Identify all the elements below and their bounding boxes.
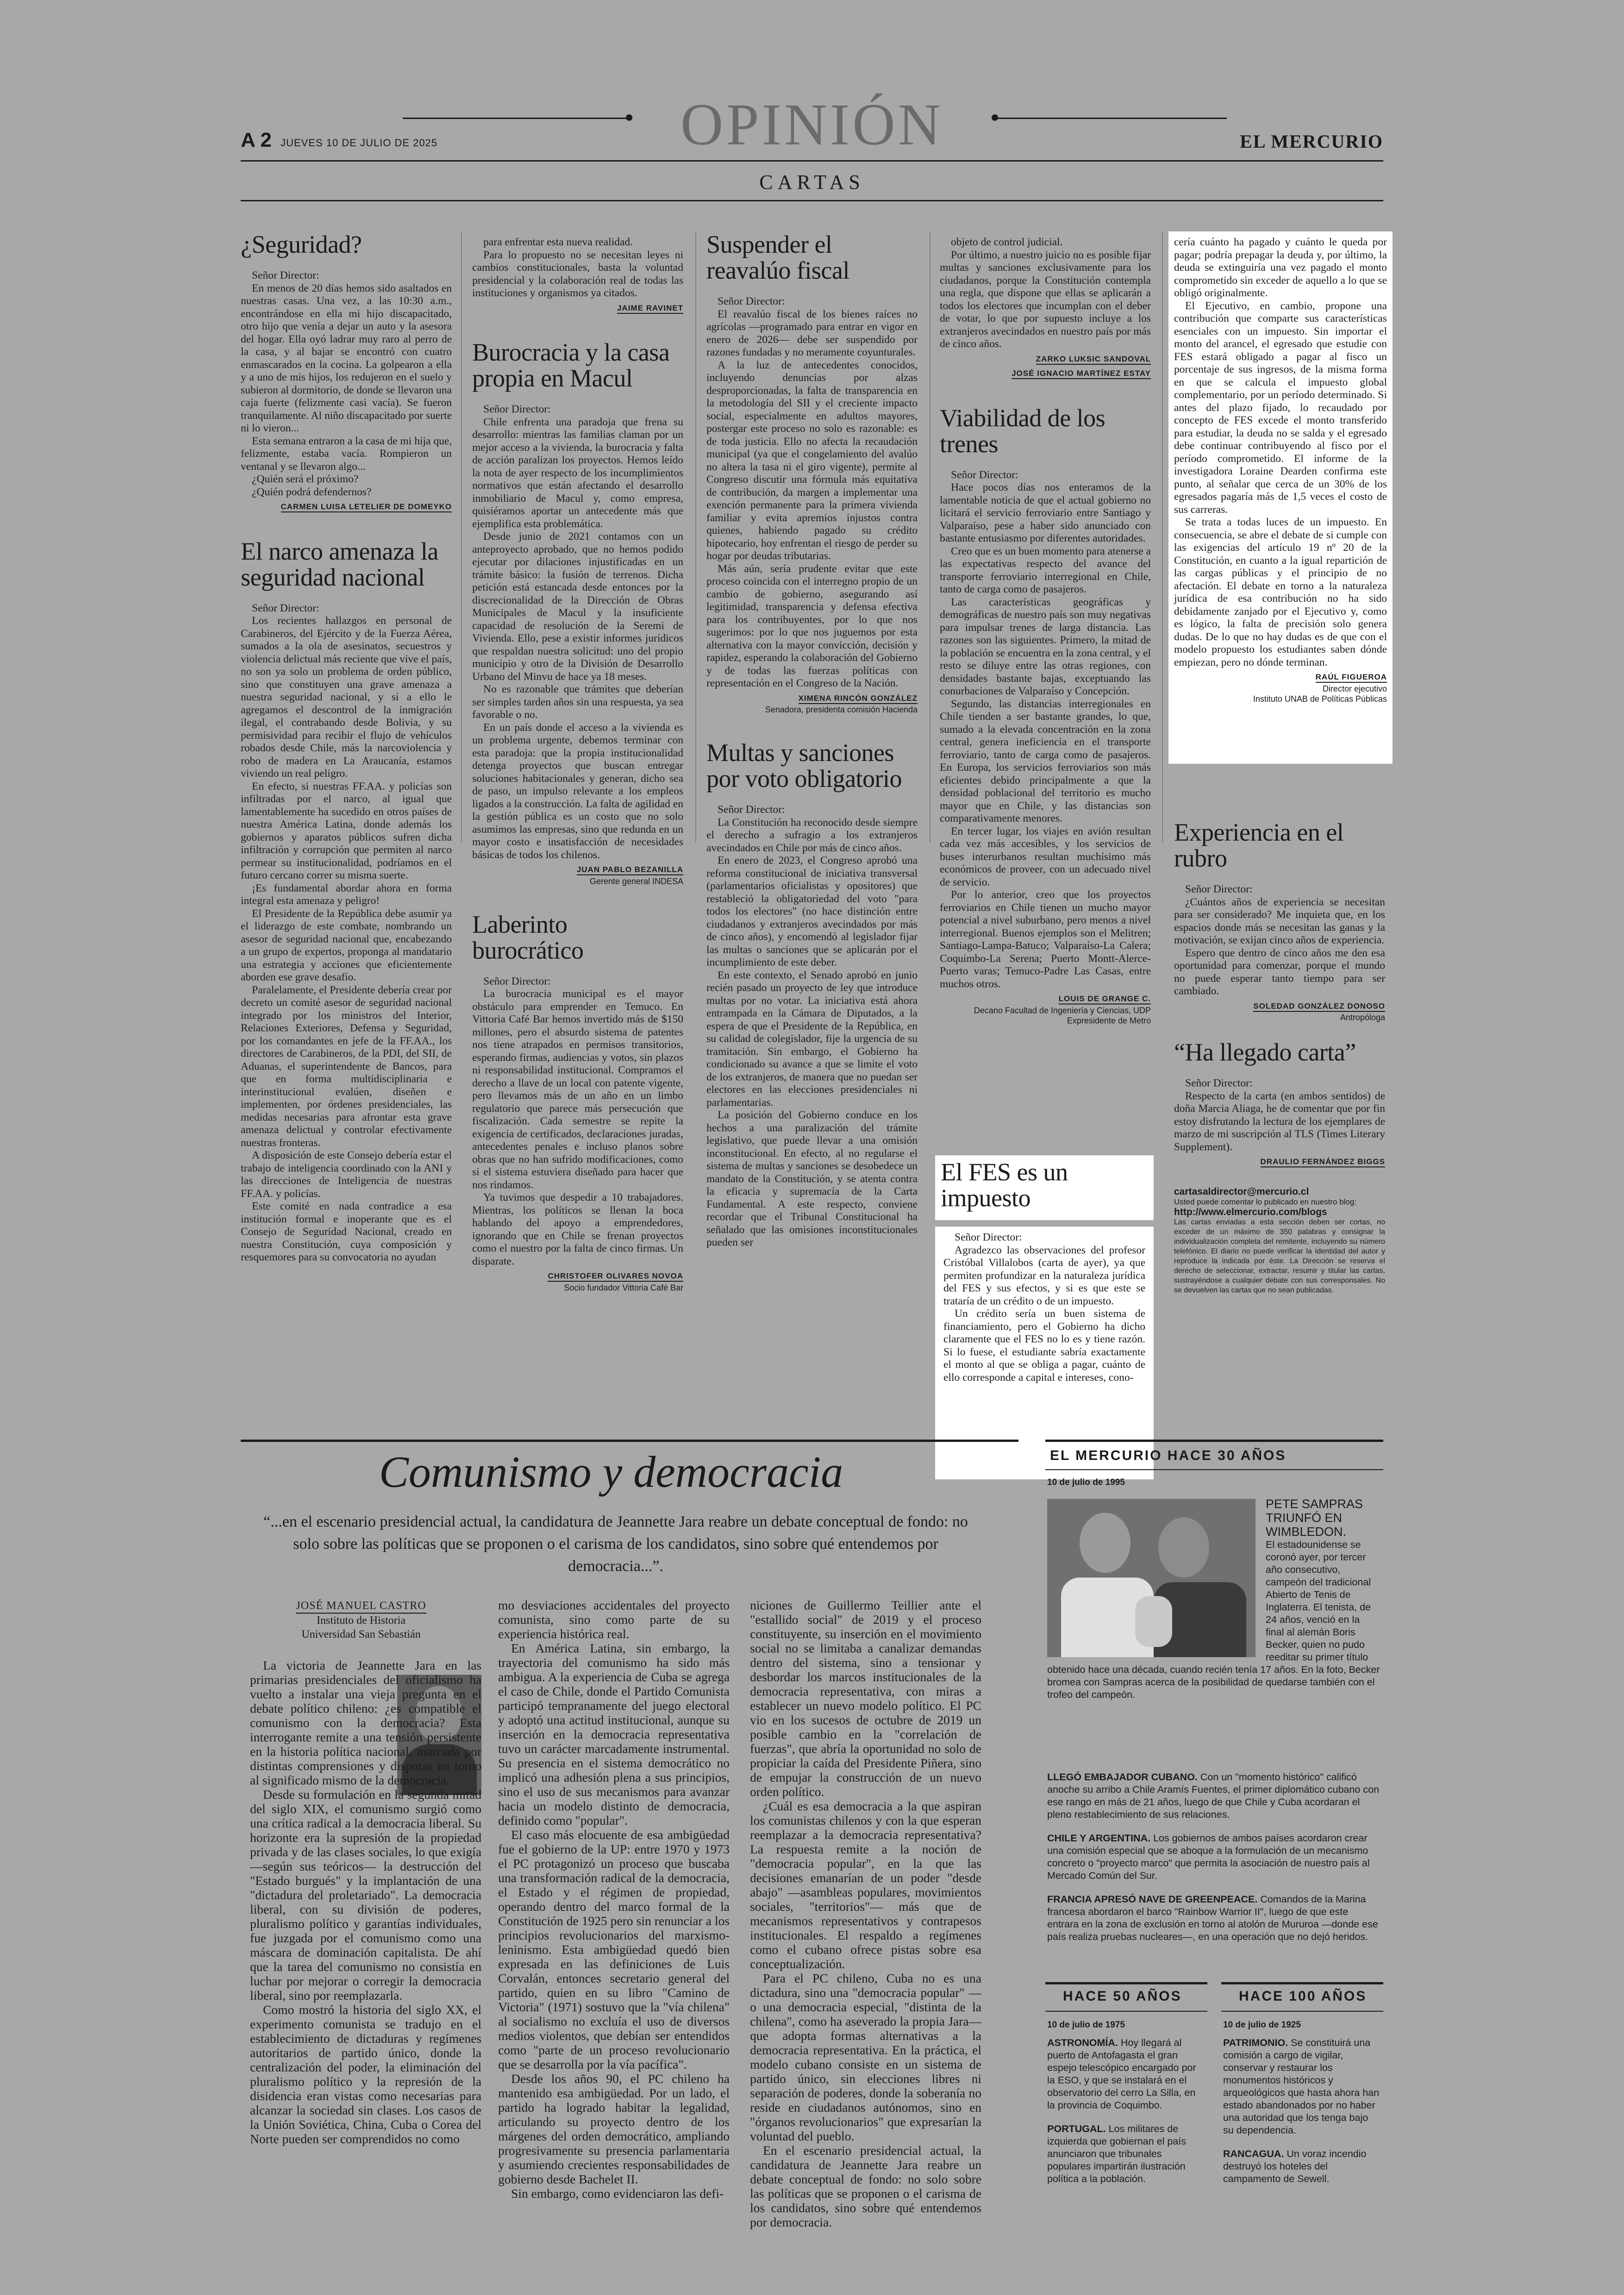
letter-paragraph: A la luz de antecedentes conocidos, incluyendo denuncias por alzas desproporcionadas, la falta de transparencia en la metodología del SII y el creciente impacto social, especialmente en adultos mayores, postergar este proceso no solo es razonable: es de toda justicia. Ello no afecta la recaudación municipal (ya que el congelamiento del avalúo no altera la tasa ni el giro vigente), permite al Congreso discutir una fórmula más equitativa de contribución, da margen a implementar una exención permanente para la primera vivienda familiar y evita apremios injustos contra quienes, habiendo pagado su crédito hipotecario, hoy enfrentan el riesgo de perder su hogar por deudas tributarias. — [706, 359, 918, 562]
column-paragraph: Desde los años 90, el PC chileno ha mantenido esa ambigüedad. Por un lado, el partido ha logrado habitar la legalidad, articulando su proyecto dentro de los márgenes del orden democrático, ampliando progresivamente su presencia parlamentaria y asumiendo crecientes responsabilidades de gobierno desde Bachelet II. — [498, 2071, 730, 2186]
history-item: CHILE Y ARGENTINA. Los gobiernos de ambos países acordaron crear una comisión especial que se aboque a la formulación de un mecanismo concreto o "proyecto marco" que permita la asociación de nuestro país al Mercado Común del Sur. — [1047, 1833, 1370, 1881]
letter-role: Socio fundador Vittoria Café Bar — [564, 1283, 683, 1292]
column-paragraph: En el escenario presidencial actual, la candidatura de Jeannette Jara reabre un debate conceptual de fondo: no solo sobre las políticas que se proponen o el carisma de los candidatos, sino sobre qué entendemos por democracia. — [750, 2143, 981, 2229]
letter-paragraph: ¡Es fundamental abordar ahora en forma integral esta amenaza y peligro! — [241, 882, 452, 907]
letter-paragraph: En un país donde el acceso a la vivienda es un problema urgente, debemos terminar con esta paradoja: que la propia institucionalidad detenga proyectos que buscan entregar soluciones habitacionales y generan, dicho sea de paso, un impulso relevante a los empleos ligados a la construcción. La falta de agilidad en la gestión pública es un costo que no solo asumimos las empresas, sino que redunda en un mayor costo e insatisfacción de necesidades básicas de todos los chilenos. — [472, 721, 683, 861]
letter-paragraph: Chile enfrenta una paradoja que frena su desarrollo: mientras las familias claman por un mejor acceso a la vivienda, la burocracia y falta de acción paralizan los proyectos. Hemos leído la nota de ayer respecto de los incumplimientos normativos que están afectando el desarrollo inmobiliario de Macul y, como empresa, quisiéramos aportar un antecedente más que ejemplifica esta problemática. — [472, 416, 683, 530]
column-divider — [695, 231, 696, 842]
letters-column-4 — [940, 236, 1151, 1026]
letters-column-3 — [706, 231, 918, 1249]
letter-paragraph: La Constitución ha reconocido desde siempre el derecho a sufragio a los extranjeros avecindados en Chile por más de cinco años. — [706, 816, 918, 854]
letter-paragraph: El Presidente de la República debe asumir ya el liderazgo de este combate, nombrando un asesor de seguridad nacional que, encabezando a un grupo de expertos, proponga al mandatario una estrategia y acciones que eficientemente aborden ese grave desafío. — [241, 907, 452, 983]
subsection-rule — [241, 200, 1383, 201]
letter-title: El narco amenaza la seguridad nacional — [241, 537, 438, 591]
header-rule-full — [241, 160, 1383, 162]
column-paragraph: Sin embargo, como evidenciaron las defi- — [511, 2186, 724, 2201]
history-100-rule — [1221, 1982, 1383, 1984]
letter-title: Suspender el reavalúo fiscal — [706, 231, 849, 284]
letter-signature: ZARKO LUKSIC SANDOVAL — [940, 353, 1151, 366]
letter-paragraph: ¿Cuántos años de experiencia se necesitan para ser considerado? Me inquieta que, en los espacios donde más se necesitan las ganas y la motivación, se exijan cinco años de experiencia. — [1174, 896, 1385, 946]
column-paragraph: La victoria de Jeannette Jara en las primarias presidenciales del oficialismo ha vuelto a instalar una vieja pregunta en el debate político chileno: ¿es compatible el comunismo con la democracia? Esta interrogante remite a una tensión persistente en la historia política nacional, marcada por distintas comprensiones y disputas en torno al significado mismo de la democracia. — [250, 1658, 481, 1787]
letter-salutation: Señor Director: — [483, 975, 551, 987]
letter-signature: JUAN PABLO BEZANILLA — [472, 863, 683, 876]
letter-title: Burocracia y la casa propia en Macul — [472, 338, 670, 392]
history-30-lead — [1047, 1497, 1380, 1701]
letters-column-5 — [1174, 236, 1387, 704]
column-divider — [930, 231, 931, 842]
letter-salutation: Señor Director: — [951, 468, 1018, 481]
letter-title: ¿Seguridad? — [241, 231, 362, 258]
history-30-items — [1047, 1771, 1380, 1954]
letter-role: Senadora, presidenta comisión Hacienda — [765, 705, 918, 714]
column-paragraph: Desde su formulación en la segunda mitad del siglo XIX, el comunismo surgió como una crítica radical a la democracia liberal. Su horizonte era la supresión de la propiedad privada y de las clases sociales, lo que exigía —según sus teóricos— la destrucción del "Estado burgués" y la implantación de una "dictadura del proletariado". La democracia liberal, con su división de poderes, pluralismo político y garantías individuales, fue juzgada por el comunismo como una máscara de dominación capitalista. De ahí que la tarea del comunismo no consistía en luchar por mejorar o corregir la democracia liberal, sino por reemplazarla. — [250, 1787, 481, 2002]
letter-paragraph: Paralelamente, el Presidente debería crear por decreto un comité asesor de seguridad nacional integrado por los ministros del Interior, Relaciones Exteriores, Defensa y Seguridad, por los comandantes en jefe de la FF.AA., los directores de Carabineros, de la PDI, del SII, de Aduanas, el superintendente de Bancos, para que en forma multidisciplinaria e interinstitucional evalúen, diseñen e implementen, por órdenes presidenciales, las medidas necesarias para afrontar esta grave amenaza delictual y controlar efectivamente nuestras fronteras. — [241, 984, 452, 1149]
letter-paragraph: La burocracia municipal es el mayor obstáculo para emprender en Temuco. En Vittoria Café Bar hemos invertido más de $150 millones, pero el absurdo sistema de patentes nos tiene atrapados en permisos transitorios, esperando firmas, audiencias y votos, sin plazos ni responsabilidad institucional. Compramos el derecho a llave de un local con patente vigente, pero llevamos más de un año en un limbo regulatorio que parece más persecución que fiscalización. Cada semestre se repite la exigencia de certificados, declaraciones juradas, antecedentes penales e incluso planos sobre obras que no han sufrido modificaciones, como si el sistema estuviera diseñado para hacer que nos rindamos. — [472, 988, 683, 1191]
letter-role: Antropóloga — [1340, 1013, 1385, 1022]
letter-signature: DRAULIO FERNÁNDEZ BIGGS — [1174, 1155, 1385, 1168]
letter-paragraph: En este contexto, el Senado aprobó en junio recién pasado un proyecto de ley que introduce multas por no votar. La iniciativa está ahora entrampada en la Cámara de Diputados, a la espera de que el Presidente de la República, en su calidad de colegislador, fije la urgencia de su tramitación. Sin embargo, el Gobierno ha condicionado su avance a que se limite el voto de los extranjeros, de manera que no puedan ser electores en las elecciones presidenciales ni parlamentarias. — [706, 969, 918, 1109]
column-text-1 — [250, 1658, 481, 2146]
history-100-heading: HACE 100 AÑOS — [1239, 1989, 1367, 2004]
letters-column-5-lower — [1174, 819, 1385, 1295]
letter-signature: CARMEN LUISA LETELIER DE DOMEYKO — [241, 500, 452, 513]
letter-title: Laberinto burocrático — [472, 910, 584, 964]
column-divider — [461, 231, 462, 842]
letter-paragraph: En enero de 2023, el Congreso aprobó una reforma constitucional de iniciativa transversal (parlamentarios oficialistas y opositores) que restableció la obligatoriedad del voto "para todos los electores" (no hace distinción entre ciudadanos y extranjeros avecindados por más de cinco años), y encomendó al legislador fijar las multas o sanciones que se aplicarán por el incumplimiento de este deber. — [706, 854, 918, 968]
issue-date: JUEVES 10 DE JULIO DE 2025 — [281, 137, 438, 149]
letter-salutation: Señor Director: — [718, 295, 785, 307]
letter-title: Viabilidad de los trenes — [940, 404, 1106, 458]
letter-paragraph: Hace pocos días nos enteramos de la lamentable noticia de que el actual gobierno no licitará el servicio ferroviario entre Santiago y Valparaíso, pese a haber sido anunciado con bastante entusiasmo por diferentes autoridades. — [940, 481, 1151, 544]
letter-paragraph: Segundo, las distancias interregionales en Chile tienden a ser bastante grandes, lo que, sumado a la elevada concentración en la zona central, genera ineficiencia en el transporte ferroviario, tanto de carga como de pasajeros. En Europa, los servicios ferroviarios son más eficientes debido principalmente a que la densidad poblacional del territorio es mucho mayor que en Chile, y las distancias son comparativamente menores. — [940, 698, 1151, 824]
letter-paragraph: Las características geográficas y demográficas de nuestro país son muy negativas para impulsar trenes de larga distancia. Las razones son las siguientes. Primero, la mitad de la población se encuentra en la zona central, y el resto se diluye entre las otras regiones, con densidades bastante bajas, exceptuando las conurbaciones de Valparaíso y Concepción. — [940, 596, 1151, 697]
history-50-rule — [1045, 1982, 1207, 1984]
letter-role: Gerente general INDESA — [589, 876, 683, 886]
letter-paragraph: Creo que es un buen momento para atenerse a las expectativas respecto del avance del transporte ferroviario interregional en Chile, tanto de carga como de pasajeros. — [940, 545, 1151, 595]
letter-signature: JAIME RAVINET — [472, 302, 683, 315]
letter-paragraph: Desde junio de 2021 contamos con un anteproyecto aprobado, que no hemos podido ejecutar por dilaciones injustificadas en un trámite básico: la fusión de terrenos. Dicha petición está estancada desde entonces por la discrecionalidad de la Dirección de Obras Municipales de Macul y la insuficiente capacidad de resolución de la Seremi de Vivienda. Ello, pese a existir informes jurídicos que respaldan nuestra solicitud: uno del propio municipio y otro de la División de Desarrollo Urbano del Minvu de hace ya 18 meses. — [472, 530, 683, 683]
letter-paragraph: A disposición de este Consejo debería estar el trabajo de inteligencia coordinado con la ANI y las direcciones de Inteligencia de nuestras FF.AA. y policías. — [241, 1149, 452, 1200]
letter-paragraph: para enfrentar esta nueva realidad. — [483, 236, 633, 248]
letter-paragraph: Por lo anterior, creo que los proyectos ferroviarios en Chile tienen un mucho mayor potencial a nivel suburbano, pero menos a nivel interregional. Buenos ejemplos son el Melitren; Santiago-Lampa-Batuco; Valparaíso-La Calera; Coquimbo-La Serena; Puerto Montt-Alerce-Puerto varas; Temuco-Padre Las Casas, entre muchos otros. — [940, 889, 1151, 990]
letter-paragraph: Ya tuvimos que despedir a 10 trabajadores. Mientras, los políticos se llenan la boca hablando del apoyo a emprendedores, ignorando que en Chile se frenan proyectos como el nuestro por la falta de cinco firmas. Un disparate. — [472, 1191, 683, 1267]
column-section-rule — [241, 1440, 1018, 1442]
column-paragraph: En América Latina, sin embargo, la trayectoria del comunismo ha sido más ambigua. A la experiencia de Cuba se agrega el caso de Chile, donde el Partido Comunista participó tempranamente del juego electoral y adoptó una actitud institucional, aunque su inserción en la democracia representativa tuvo un carácter marcadamente instrumental. Su presencia en el sistema democrático no implicó una adhesión plena a sus principios, sino el uso de sus mecanismos para avanzar hacia un modelo distinto de democracia, definido como "popular". — [498, 1641, 730, 1827]
letter-paragraph: Agradezco las observaciones del profesor Cristóbal Villalobos (carta de ayer), ya que permiten profundizar en la naturaleza jurídica del FES y sus efectos, y si es que este se trataría de un crédito o de un impuesto. — [943, 1244, 1145, 1307]
letter-signature: LOUIS DE GRANGE C. — [940, 992, 1151, 1005]
column-text-2 — [498, 1598, 730, 2201]
header-dot-left — [626, 114, 632, 121]
letter-paragraph: Los recientes hallazgos en personal de Carabineros, del Ejército y de la Fuerza Aérea, sumados a la ola de asesinatos, secuestros y violencia delictual más reciente que vive el país, no son ya solo un problema de orden público, sino que constituyen una grave amenaza a nuestra seguridad nacional, y si a ello le agregamos el descontrol de la inmigración ilegal, el contrabando desde Bolivia, y su permisividad para recibir el flujo de vehículos robados desde Chile, más la narcoviolencia y robo de madera en La Araucanía, estamos viviendo un real peligro. — [241, 615, 452, 780]
column-paragraph: El caso más elocuente de esa ambigüedad fue el gobierno de la UP: entre 1970 y 1973 el PC protagonizó un proceso que buscaba una transformación radical de la democracia, el Estado y el régimen de propiedad, operando dentro del marco formal de la Constitución de 1925 pero sin renunciar a los principios revolucionarios del marxismo-leninismo. Esta ambigüedad quedó bien expresada en las definiciones de Luis Corvalán, entonces secretario general del partido, quien en su libro "Camino de Victoria" (1971) sostuvo que la "vía chilena" al socialismo no excluía el uso de diversos medios violentos, que debían ser entendidos como "parte de un proceso revolucionario que se desarrolla por la vía pacífica". — [498, 1827, 730, 2071]
history-item: PATRIMONIO. Se constituirá una comisión a cargo de vigilar, conservar y restaurar los monumentos históricos y arqueológicos que hasta ahora han estado abandonados por no haber una autoridad que los tenga bajo su dependencia. — [1223, 2037, 1380, 2136]
author-affiliation: Universidad San Sebastián — [301, 1628, 421, 1640]
column-text-3 — [750, 1598, 981, 2229]
letter-salutation: Señor Director: — [718, 804, 785, 816]
header-rule-right — [995, 118, 1227, 119]
letter-paragraph: En tercer lugar, los viajes en avión resultan cada vez más accesibles, y los servicios de buses interurbanos resultan muchísimo más económicos de proveer, con un adecuado nivel de servicio. — [940, 825, 1151, 888]
fes-title — [941, 1159, 1144, 1211]
page-number: A 2 — [241, 129, 272, 151]
letter-paragraph: El reavalúo fiscal de los bienes raíces no agrícolas —programado para entrar en vigor en enero de 2026— debe ser suspendido por razones fundadas y no meramente coyunturales. — [706, 308, 918, 358]
letter-salutation: Señor Director: — [955, 1231, 1022, 1243]
letter-paragraph: La posición del Gobierno conduce en los hechos a una paralización del trámite legislativo, que puede llevar a una omisión inconstitucional. En efecto, al no regularse el sistema de multas y sanciones se desobedece un mandato de la Constitución, y se atenta contra la eficacia y supremacía de la Carta Fundamental. A este respecto, conviene recordar que el Tribunal Constitucional ha señalado que las omisiones inconstitucionales pueden ser — [706, 1109, 918, 1248]
letter-title: Multas y sanciones por voto obligatorio — [706, 739, 902, 792]
letter-salutation: Señor Director: — [252, 602, 319, 614]
letter-paragraph: Se trata a todas luces de un impuesto. En consecuencia, se abre el debate de si cumple con las exigencias del artículo 19 nº 20 de la Constitución, en cuanto a la igual repartición de las cargas públicas y el principio de no afectación. El debate en torno a la naturaleza jurídica de esa contribución no ha sido debidamente zanjado por el Ejecutivo y, como es lógico, la falta de precisión solo genera dudas. De lo que no hay dudas es de que con el modelo propuesto los estudiantes saben dónde empiezan, pero no dónde terminan. — [1174, 516, 1387, 668]
letter-paragraph: Respecto de la carta (en ambos sentidos) de doña Marcia Aliaga, he de comentar que por fin estoy disfrutando la lectura de los ejemplares de marzo de mi suscripción al TLS (Times Literary Supplement). — [1174, 1090, 1385, 1153]
letter-signature: XIMENA RINCÓN GONZÁLEZ — [706, 692, 918, 705]
letter-paragraph: En efecto, si nuestras FF.AA. y policías son infiltradas por el narco, al igual que lamentablemente ha sucedido en otros países de nuestra América Latina, donde además los gobiernos y aparatos públicos sufren dicha infiltración y corrupción que permiten al narco permear su institucionalidad, podríamos en el futuro cercano correr su misma suerte. — [241, 780, 452, 881]
column-quote: “...en el escenario presidencial actual, la candidatura de Jeannette Jara reabre un debate conceptual de fondo: no solo sobre las políticas que se proponen o el carisma de los candidatos, sino sobre qué entendemos por democracia...”. — [263, 1513, 968, 1575]
history-50-rule-under — [1045, 2011, 1207, 2012]
letter-paragraph: ¿Quién será el próximo? — [252, 473, 359, 485]
letter-title: Experiencia en el rubro — [1174, 818, 1344, 872]
history-item: FRANCIA APRESÓ NAVE DE GREENPEACE. Comandos de la Marina francesa abordaron el barco "Rainbow Warrior II", luego de que este entrara en la zona de exclusión en torno al atolón de Mururoa —donde ese país realiza pruebas nucleares—, en una operación que no dejó heridos. — [1047, 1894, 1378, 1942]
letter-paragraph: No es razonable que trámites que deberían ser simples tarden años sin una respuesta, ya sea favorable o no. — [472, 683, 683, 721]
history-30-heading: EL MERCURIO HACE 30 AÑOS — [1050, 1448, 1287, 1463]
letter-paragraph: Este comité en nada contradice a esa institución formal e inoperante que es el Consejo de Seguridad Nacional, creado en nuestra Constitución, cuya composición y resquemores para su convocatoria no ayudan — [241, 1200, 452, 1263]
history-item: RANCAGUA. Un voraz incendio destruyó los hoteles del campamento de Sewell. — [1223, 2148, 1367, 2184]
history-100-items — [1223, 2037, 1380, 2196]
contact-email[interactable]: cartasaldirector@mercurio.cl — [1174, 1186, 1309, 1197]
letter-title: “Ha llegado carta” — [1174, 1038, 1356, 1066]
contact-blog-note: Usted puede comentar lo publicado en nuestro blog: — [1174, 1197, 1357, 1206]
letter-salutation: Señor Director: — [1185, 883, 1253, 895]
letter-paragraph: Esta semana entraron a la casa de mi hija que, felizmente, estaba vacía. Rompieron un ventanal y se llevaron algo... — [241, 435, 452, 473]
letter-salutation: Señor Director: — [483, 403, 551, 415]
column-paragraph: ¿Cuál es esa democracia a la que aspiran los comunistas chilenos y con la que esperan reemplazar a la democracia representativa? La respuesta remite a la noción de "democracia popular", en la que las decisiones emanarían de un poder "desde abajo" —asambleas populares, movimientos sociales, "territorios"— más que de mecanismos representativos y contrapesos institucionales. El respaldo a regímenes como el cubano ofrece pistas sobre esa conceptualización. — [750, 1799, 981, 1971]
fes-body — [943, 1231, 1145, 1384]
column-divider — [1162, 231, 1163, 842]
history-item: PORTUGAL. Los militares de izquierda que gobiernan el país anunciaron que tribunales populares impartirán ilustración política a la población. — [1047, 2123, 1187, 2184]
letter-signature: RAÚL FIGUEROA — [1174, 671, 1387, 684]
contact-blog-link[interactable]: http://www.elmercurio.com/blogs — [1174, 1206, 1327, 1217]
history-item-text: El estadounidense se coronó ayer, por tercer año consecutivo, campeón del tradicional Abierto de Tenis de Inglaterra. El tenista, de 24 años, venció en la final al alemán Boris Becker, quien no pudo reeditar su primer título obtenido hace una década, cuando recién tenía 17 años. En la foto, Becker bromea con Sampras acerca de la posibilidad de quedarse también con el trofeo del campeón. — [1047, 1539, 1380, 1700]
newspaper-brand: EL MERCURIO — [1240, 131, 1383, 152]
letter-paragraph: En menos de 20 días hemos sido asaltados en nuestras casas. Una vez, a las 10:30 a.m., encontrándose en ella mi hijo discapacitado, otro hijo que venía a dejar un auto y la asesora del hogar. Ella oyó ladrar muy raro al perro de la casa, y al bajar se encontró con cuatro enmascarados en la cocina. La golpearon a ella y a uno de mis hijos, los redujeron en el suelo y subieron al dormitorio, de donde se llevaron una caja fuerte (felizmente casi vacía). Se fueron tranquilamente. Al niño discapacitado por suerte ni lo vieron... — [241, 282, 452, 434]
history-50-date: 10 de julio de 1975 — [1047, 2020, 1125, 2030]
column-paragraph: niciones de Guillermo Teillier ante el "estallido social" de 2019 y el proceso constituyente, su inserción en el movimiento social no se limitaba a canalizar demandas dentro del sistema, sino a tensionar y desbordar los marcos institucionales de la democracia representativa, con miras a establecer un nuevo modelo político. El PC vio en los sucesos de octubre de 2019 un posible cambio en la "correlación de fuerzas", que abría la oportunidad no solo de propiciar la caída del Presidente Piñera, sino de empujar la construcción de un nuevo orden político. — [750, 1598, 981, 1799]
letter-role: Expresidente de Metro — [1067, 1016, 1151, 1025]
letter-paragraph: Un crédito sería un buen sistema de financiamiento, pero el Gobierno ha dicho claramente que el FES no lo es y tiene razón. Si lo fuese, el estudiante sabría exactamente el monto al que se obliga a pagar, cuánto de ello corresponde a capital e intereses, cono- — [943, 1308, 1145, 1384]
letter-paragraph: objeto de control judicial. — [951, 236, 1063, 248]
letter-paragraph: Por último, a nuestro juicio no es posible fijar multas y sanciones exclusivamente para los ciudadanos, porque la Constitución contempla una regla, que dispone que ellas se aplicarán a todos los electores que incumplan con el deber de votar, lo que por supuesto incluye a los extranjeros avecindados en nuestro país por más de cinco años. — [940, 249, 1151, 350]
letter-paragraph: El Ejecutivo, en cambio, propone una contribución que comparte sus características esenciales con un impuesto. Sin importar el monto del arancel, el egresado que estudie con FES estará obligado a pagar al fisco un porcentaje de sus ingresos, de la misma forma en que se calcula el impuesto global complementario, por un período determinado. Si antes del plazo fijado, lo recaudado por concepto de FES excede el monto transferido para estudiar, la deuda no se salda y el egresado debe continuar contribuyendo al fisco por el período comprometido. El informe de la investigadora Loraine Dearden confirma este punto, al señalar que cerca de un 30% de los egresados pagaría más de 1,5 veces el costo de sus carreras. — [1174, 299, 1387, 516]
column-author-block — [278, 1599, 444, 1641]
letter-role: Decano Facultad de Ingeniería y Ciencias, UDP — [974, 1005, 1151, 1015]
letter-signature: CHRISTOFER OLIVARES NOVOA — [472, 1270, 683, 1283]
history-100-date: 10 de julio de 1925 — [1223, 2020, 1301, 2030]
history-item: LLEGÓ EMBAJADOR CUBANO. Con un "momento histórico" calificó anoche su arribo a Chile Aramís Fuentes, el primer diplomático cubano con ese rango en más de 21 años, luego de que Chile y Cuba acordaran el pleno restablecimiento de sus relaciones. — [1047, 1771, 1380, 1820]
history-item-title: PETE SAMPRAS TRIUNFÓ EN WIMBLEDON. — [1266, 1497, 1363, 1539]
author-affiliation: Instituto de Historia — [317, 1615, 406, 1627]
column-title: Comunismo y democracia — [379, 1447, 843, 1497]
history-50-items — [1047, 2037, 1205, 2196]
author-name: JOSÉ MANUEL CASTRO — [296, 1599, 426, 1614]
letter-paragraph: cería cuánto ha pagado y cuánto le queda por pagar; podría prepagar la deuda y, por último, la deuda se extinguiría una vez pagado el monto comprometido sin exceder de aquello a lo que se obligó originalmente. — [1174, 236, 1387, 299]
letter-paragraph: Espero que dentro de cinco años me den esa oportunidad para comenzar, porque el mundo no puede esperar tanto tiempo para ser cambiado. — [1174, 947, 1385, 997]
subsection-title: CARTAS — [759, 171, 865, 193]
letter-role: Instituto UNAB de Políticas Públicas — [1253, 694, 1387, 704]
history-item: ASTRONOMÍA. Hoy llegará al puerto de Antofagasta el gran espejo telescópico encargado por la ESO, y que se instalará en el observatorio del cerro La Silla, en la provincia de Coquimbo. — [1047, 2037, 1196, 2111]
history-30-date: 10 de julio de 1995 — [1047, 1478, 1125, 1487]
history-50-heading: HACE 50 AÑOS — [1063, 1989, 1182, 2004]
header-rule-left — [403, 118, 630, 119]
letter-salutation: Señor Director: — [1185, 1077, 1253, 1089]
letter-paragraph: Para lo propuesto no se necesitan leyes ni cambios constitucionales, basta la voluntad presidencial y la colaboración real de todas las instituciones y organismos ya citados. — [472, 249, 683, 299]
column-paragraph: mo desviaciones accidentales del proyecto comunista, sino como parte de su experiencia histórica real. — [498, 1598, 730, 1641]
history-rule-under — [1045, 1469, 1383, 1470]
letter-paragraph: Más aún, sería prudente evitar que este proceso coincida con el interregno propio de un cambio de gobierno, asegurando así legitimidad, transparencia y defensa efectiva para los contribuyentes, por lo que nos sugerimos: por lo que nos juguemos por esta alternativa con la mayor convicción, decisión y rapidez, esperando la colaboración del Gobierno y de todas las fuerzas políticas con representación en el Congreso de la Nación. — [706, 562, 918, 689]
column-paragraph: Para el PC chileno, Cuba no es una dictadura, sino una "democracia popular" —o una democracia especial, "distinta de la chilena", como ha aseverado la propia Jara— que adopta formas alternativas a la democracia representativa. En la práctica, el modelo cubano consiste en un sistema de partido único, sin elecciones libres ni separación de poderes, donde la soberanía no reside en ciudadanos autónomos, sino en "órganos revolucionarios" que expresarían la voluntad del pueblo. — [750, 1971, 981, 2143]
letter-paragraph: ¿Quién podrá defendernos? — [252, 486, 372, 498]
letter-salutation: Señor Director: — [252, 269, 319, 281]
contact-rules: Las cartas enviadas a esta sección deben ser cortas, no exceder de un máximo de 350 palabras y consignar la individualización completa del remitente, incluyendo su número telefónico. El diario no puede verificar la identidad del autor y reproduce la indicada por éste. La Dirección se reserva el derecho de seleccionar, extractar, resumir y titular las cartas, sustrayéndose a cualquier debate con sus corresponsales. No se devuelven las cartas que no sean publicadas. — [1174, 1218, 1385, 1294]
letter-role: Director ejecutivo — [1322, 684, 1387, 693]
letter-title: El FES es un impuesto — [941, 1158, 1068, 1212]
letters-column-1 — [241, 231, 452, 1264]
letter-signature: SOLEDAD GONZÁLEZ DONOSO — [1174, 1000, 1385, 1013]
letters-column-2 — [472, 236, 683, 1293]
column-paragraph: Como mostró la historia del siglo XX, el experimento comunista se tradujo en el establecimiento de dictaduras y regímenes autoritarios de partido único, donde la centralización del poder, la eliminación del pluralismo político y la represión de la disidencia eran vistas como necesarias para alcanzar la sociedad sin clases. Los casos de la Unión Soviética, China, Cuba o Corea del Norte pueden ser comprendidos no como — [250, 2002, 481, 2146]
history-rule-top — [1045, 1440, 1383, 1442]
history-100-rule-under — [1221, 2011, 1383, 2012]
section-title: OPINIÓN — [680, 92, 944, 157]
letter-signature: JOSÉ IGNACIO MARTÍNEZ ESTAY — [940, 367, 1151, 380]
